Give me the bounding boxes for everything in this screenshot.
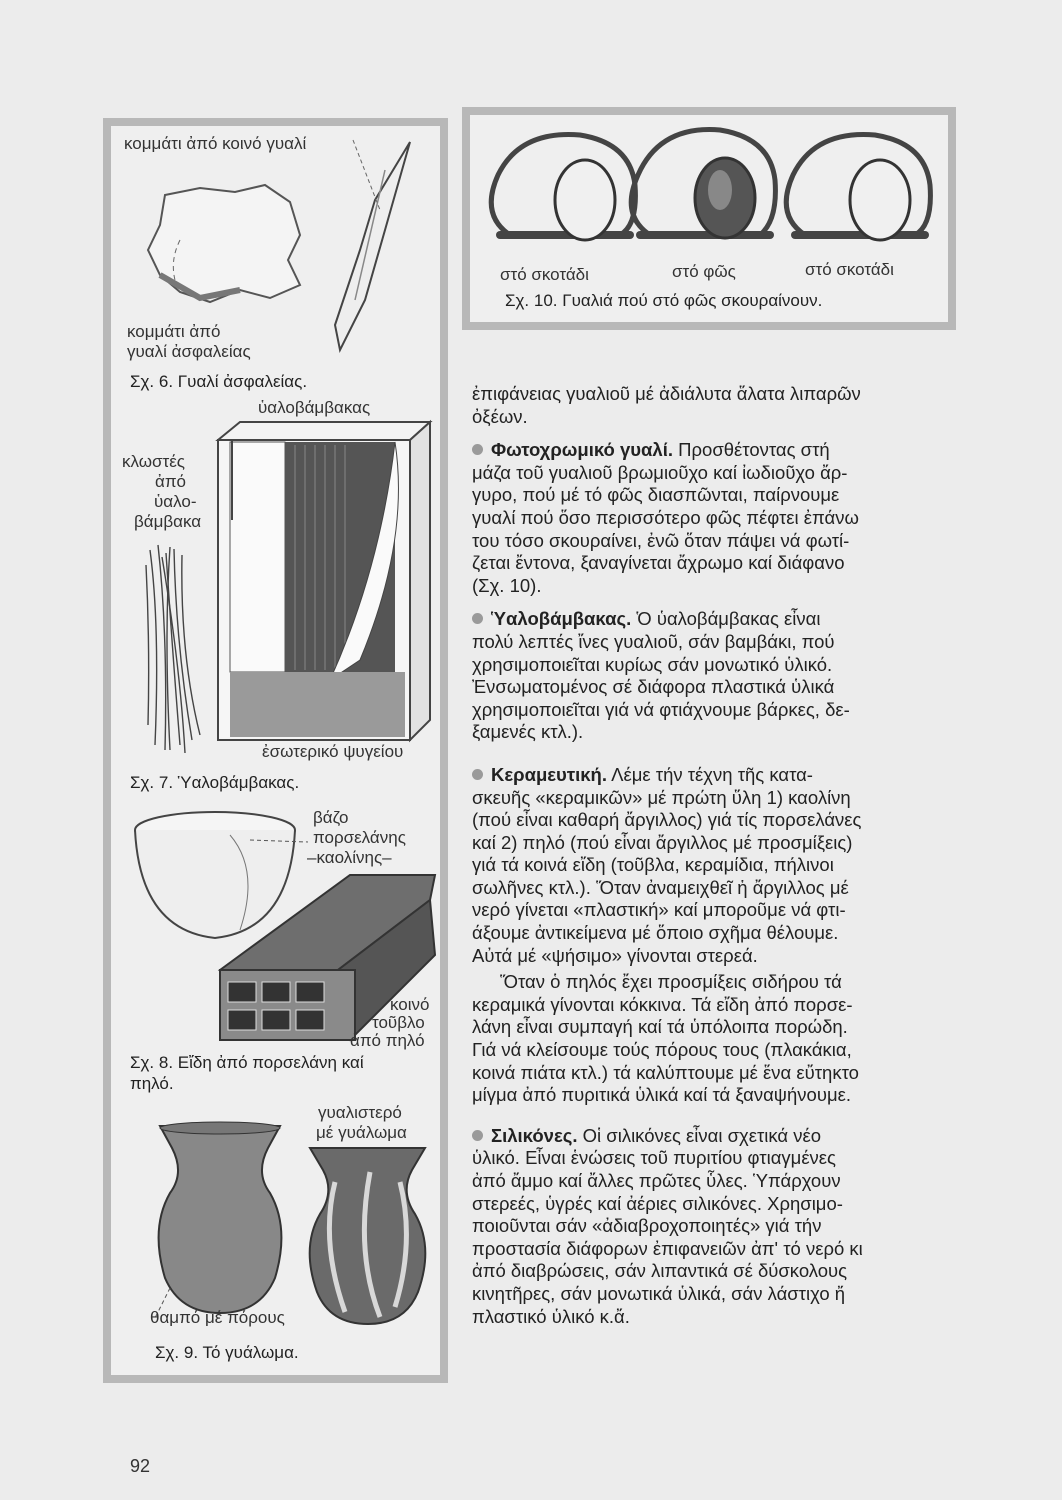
text-line: σκευῆς «κεραμικῶν» μέ πρώτη ὕλη 1) καολίνη bbox=[472, 786, 851, 808]
paragraph-ceramics bbox=[472, 764, 970, 967]
fig7-fridge-cutaway bbox=[210, 420, 440, 745]
text-line: μίγμα ἀπό πυριτικά ὑλικά καί τά ξαναψήνουμε. bbox=[472, 1084, 851, 1106]
text-line: κινητῆρες, σάν μονωτικά ὑλικά, σάν λάστιχο ἤ bbox=[472, 1282, 846, 1304]
text-line: κοινά πιάτα κτλ.) τά καλύπτουμε μέ ἕνα εὔτηκτο bbox=[472, 1061, 859, 1083]
paragraph-photochromic bbox=[472, 439, 970, 597]
text-line: μάζα τοῦ γυαλιοῦ βρωμιοῦχο καί ἰωδιοῦχο ἄρ- bbox=[472, 461, 848, 483]
text-fragment: Οἱ σιλικόνες εἶναι σχετικά νέο bbox=[582, 1124, 822, 1146]
fig7-label-threads-3: ὑαλο- bbox=[154, 492, 197, 511]
fig6-safety-glass-shard bbox=[140, 180, 310, 310]
text-line: του τόσο σκουραίνει, ἐνῶ ὅταν πάψει νά φωτί- bbox=[472, 529, 850, 551]
text-line: ὀξέων. bbox=[472, 405, 528, 427]
text-line: κεραμικά γίνονται κόκκινα. Τά εἴδη ἀπό πορσε- bbox=[472, 993, 853, 1015]
fig6-label-safety-1: κομμάτι ἀπό bbox=[127, 322, 221, 341]
fig8-caption-1: Σχ. 8. Εἴδη ἀπό πορσελάνη καί bbox=[130, 1053, 364, 1072]
bullet-icon bbox=[472, 613, 483, 624]
fig7-label-threads-1: κλωστές bbox=[122, 452, 185, 471]
bullet-icon bbox=[472, 769, 483, 780]
fig10-label-dark-left: στό σκοτάδι bbox=[500, 265, 589, 284]
fig8-label-bowl-2: πορσελάνης bbox=[313, 828, 406, 847]
fig9-caption: Σχ. 9. Τό γυάλωμα. bbox=[155, 1343, 299, 1362]
fig7-label-fridge: ἐσωτερικό ψυγείου bbox=[262, 742, 404, 761]
text-line bbox=[472, 439, 970, 462]
fig10-glasses-light bbox=[620, 120, 790, 260]
text-line: ἀπό ἄμμο καί ἄλλες πρῶτες ὗλες. Ὑπάρχουν bbox=[472, 1170, 841, 1191]
text-line: ὑλικό. Εἶναι ἑνώσεις τοῦ πυριτίου φτιαγμένες bbox=[472, 1147, 836, 1169]
fig9-label-matte: θαμπό μέ πόρους bbox=[150, 1308, 285, 1327]
section-title: Ὑαλοβάμβακας. bbox=[491, 608, 632, 630]
text-line: προστασία διάφορων ἐπιφανειῶν ἀπ' τό νερό κι bbox=[472, 1237, 863, 1259]
paragraph-intro bbox=[472, 383, 970, 428]
text-line bbox=[472, 764, 970, 787]
fig7-label-threads-4: βάμβακα bbox=[134, 512, 202, 531]
text-fragment: Ὁ ὑαλοβάμβακας εἶναι bbox=[636, 608, 821, 630]
section-title: Σιλικόνες. bbox=[491, 1124, 578, 1146]
fig10-glasses-dark-right bbox=[775, 125, 945, 265]
fig9-label-glazed-1: γυαλιστερό bbox=[318, 1103, 402, 1122]
text-line: πλαστικό ὑλικό κ.ἄ. bbox=[472, 1305, 630, 1327]
text-line: Γιά νά κλείσουμε τούς πόρους τους (πλακάκια, bbox=[472, 1039, 852, 1061]
fig8-label-brick-1: κοινό bbox=[390, 995, 430, 1014]
page-number: 92 bbox=[130, 1456, 151, 1476]
fig8-label-bowl-3: –καολίνης– bbox=[307, 848, 392, 867]
text-line: νερό γίνεται «πλαστική» καί μποροῦμε νά φτι- bbox=[472, 899, 846, 921]
text-line: Ὅταν ὁ πηλός ἔχει προσμίξεις σιδήρου τά bbox=[500, 971, 842, 993]
fig10-label-dark-right: στό σκοτάδι bbox=[805, 260, 894, 279]
section-title: Φωτοχρωμικό γυαλί. bbox=[491, 439, 673, 461]
text-line: σωλῆνες κτλ.). Ὅταν ἀναμειχθεῖ ἡ ἄργιλλος μέ bbox=[472, 876, 849, 898]
text-line: λάνη εἶναι συμπαγή καί τά ὑπόλοιπα πορώδη. bbox=[472, 1016, 848, 1038]
text-fragment: Λέμε τήν τέχνη τῆς κατα- bbox=[611, 763, 813, 785]
text-line: ζεται ἔντονα, ξαναγίνεται ἄχρωμο καί διάφανο bbox=[472, 552, 845, 574]
fig9-glazed-vase bbox=[300, 1142, 435, 1327]
fig9-label-glazed-2: μέ γυάλωμα bbox=[316, 1123, 407, 1142]
text-line: ξαμενές κτλ.). bbox=[472, 721, 584, 743]
fig8-label-brick-3: ἀπό πηλό bbox=[350, 1031, 425, 1050]
paragraph-fiberglass bbox=[472, 608, 970, 744]
text-line: χρησιμοποιεῖται κυρίως σάν μονωτικό ὑλικό. bbox=[472, 653, 833, 675]
fig6-common-glass-shard bbox=[325, 140, 420, 360]
text-line: ἐπιφάνειας γυαλιοῦ μέ ἀδιάλυτα ἅλατα λιπαρῶν bbox=[472, 383, 861, 404]
text-line: Ἐνσωματομένος σέ διάφορα πλαστικά ὑλικά bbox=[472, 676, 835, 698]
text-line: ἀπό διαβρώσεις, σάν λιπαντικά σέ δύσκολους bbox=[472, 1260, 848, 1282]
text-line bbox=[472, 1125, 970, 1148]
fig10-label-light: στό φῶς bbox=[672, 262, 736, 281]
text-line: ποιοῦνται σάν «ἀδιαβροχοποιητές» γιά τήν bbox=[472, 1215, 822, 1237]
fig9-matte-vase bbox=[150, 1118, 290, 1318]
text-line: στερεές, ὑγρές καί ἀέριες σιλικόνες. Χρησιμο- bbox=[472, 1192, 843, 1214]
text-line: γιά τά κοινά εἴδη (τοῦβλα, κεραμίδια, πήλινοι bbox=[472, 854, 834, 876]
fig7-label-threads-2: ἀπό bbox=[155, 472, 187, 491]
paragraph-iron bbox=[472, 971, 970, 1107]
text-column bbox=[472, 383, 970, 1339]
section-title: Κεραμευτική. bbox=[491, 763, 607, 785]
text-fragment: Προσθέτοντας στή bbox=[678, 439, 830, 461]
bullet-icon bbox=[472, 444, 483, 455]
text-line: (Σχ. 10). bbox=[472, 574, 542, 596]
fig6-label-common-glass: κομμάτι ἀπό κοινό γυαλί bbox=[124, 134, 307, 153]
fig6-caption: Σχ. 6. Γυαλί ἀσφαλείας. bbox=[130, 372, 308, 391]
bullet-icon bbox=[472, 1130, 483, 1141]
text-line bbox=[472, 608, 970, 631]
fig7-label-fiberglass: ὑαλοβάμβακας bbox=[258, 398, 371, 417]
fig10-caption: Σχ. 10. Γυαλιά πού στό φῶς σκουραίνουν. bbox=[505, 291, 823, 310]
text-line: καί 2) πηλό (πού εἶναι ἄργιλλος μέ προσμίξεις) bbox=[472, 831, 853, 853]
paragraph-silicones bbox=[472, 1125, 970, 1328]
text-line: άξουμε ἀντικείμενα μέ ὅποιο σχῆμα θέλουμε. bbox=[472, 922, 839, 944]
text-line: Αὐτά μέ «ψήσιμο» γίνονται στερεά. bbox=[472, 944, 758, 966]
fig6-label-safety-2: γυαλί ἀσφαλείας bbox=[127, 342, 251, 361]
fig8-label-bowl-1: βάζο bbox=[313, 808, 349, 827]
fig8-caption-2: πηλό. bbox=[130, 1074, 174, 1093]
text-line: γυαλί πού ὅσο περισσότερο φῶς πέφτει ἐπάνω bbox=[472, 506, 859, 528]
text-line: πολύ λεπτές ἴνες γυαλιοῦ, σάν βαμβάκι, πού bbox=[472, 630, 835, 652]
text-line: (πού εἶναι καθαρή ἄργιλλος) γιά τίς πορσελάνες bbox=[472, 809, 862, 831]
fig7-fiberglass-threads bbox=[140, 545, 210, 755]
fig7-caption: Σχ. 7. Ὑαλοβάμβακας. bbox=[130, 773, 300, 792]
text-line: γυρο, πού μέ τό φῶς διασπῶνται, παίρνουμε bbox=[472, 484, 840, 506]
text-line: χρησιμοποιεῖται γιά νά φτιάχνουμε βάρκες, δε- bbox=[472, 698, 850, 720]
fig8-label-brick-2: τοῦβλο bbox=[372, 1013, 425, 1032]
